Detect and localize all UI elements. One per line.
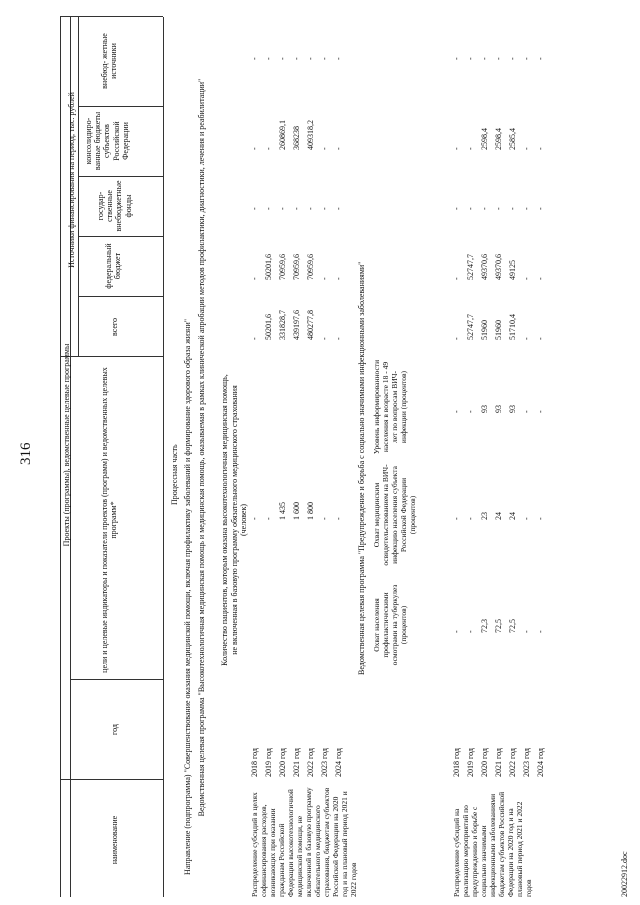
program2-federal: - — [536, 277, 545, 280]
program2-state-funds: - — [494, 207, 503, 210]
program1-year: 2020 год — [278, 748, 287, 777]
program2-extra: - — [480, 57, 489, 60]
program1-state-funds: - — [264, 207, 273, 210]
program2-total: 51710,4 — [508, 314, 517, 340]
header-sources: Источники финансирования на период, тыс. рублей — [67, 92, 76, 268]
program2-indicator-hiv-exam-value: - — [522, 517, 531, 520]
program1-year: 2024 год — [334, 748, 343, 777]
program1-total: - — [250, 337, 259, 340]
program1-consolidated: 368238 — [292, 126, 301, 150]
program2-indicator-hiv-awareness: Уровень информированности населения в возрасте 18 - 49 лет по вопросам ВИЧ-инфекции (процентов) — [372, 359, 408, 455]
program2-indicator-hiv-exam-value: 23 — [480, 512, 489, 520]
program1-state-funds: - — [278, 207, 287, 210]
program1-year: 2018 год — [250, 748, 259, 777]
program1-total: - — [320, 337, 329, 340]
program2-indicator-hiv-awareness-value: - — [522, 410, 531, 413]
program2-indicator-hiv-awareness-value: - — [466, 410, 475, 413]
program1-federal: 50201,6 — [264, 254, 273, 280]
header-federal: федеральный бюджет — [104, 243, 123, 289]
program1-total: 480277,8 — [306, 310, 315, 340]
program2-federal: 49370,6 — [480, 254, 489, 280]
header-total: всего — [110, 318, 119, 337]
program2-indicator-hiv-exam-value: 24 — [494, 512, 503, 520]
col-sep-year — [70, 679, 163, 680]
program2-indicator-hiv-exam: Охват медицинским освидетельствованием на ВИЧ-инфекцию населения субъекта Российской Федерации (процентов) — [372, 464, 417, 566]
program2-year: 2023 год — [522, 748, 531, 777]
program1-extra: - — [278, 57, 287, 60]
program2-total: - — [522, 337, 531, 340]
program2-total: - — [536, 337, 545, 340]
program1-federal: 70959,6 — [292, 254, 301, 280]
program1-extra: - — [250, 57, 259, 60]
header-year: год — [110, 724, 119, 735]
table-right-border — [60, 16, 163, 17]
program2-year: 2019 год — [466, 748, 475, 777]
program2-indicator-tb: Охват населения профилактическими осмотрами на туберкулез (процентов) — [372, 584, 408, 666]
program1-federal: 70959,6 — [278, 254, 287, 280]
direction-title: Направление (подпрограмма) "Совершенствование оказания медицинской помощи, включая профилактику заболеваний и формирование здорового образа жизни" — [183, 319, 192, 875]
program1-year: 2019 год — [264, 748, 273, 777]
program2-state-funds: - — [536, 207, 545, 210]
program2-consolidated: 2598,4 — [494, 128, 503, 150]
program1-year: 2021 год — [292, 748, 301, 777]
program2-extra: - — [522, 57, 531, 60]
program1-total: 439197,6 — [292, 310, 301, 340]
program1-state-funds: - — [306, 207, 315, 210]
program2-consolidated: - — [536, 147, 545, 150]
program1-total: 331828,7 — [278, 310, 287, 340]
program1-indicator: Количество пациентов, которым оказана высокотехнологичная медицинская помощь, не включенная в базовую программу обязательного медицинского страхования (человек) — [220, 374, 249, 666]
program1-extra: - — [264, 57, 273, 60]
program2-federal: - — [522, 277, 531, 280]
program1-indicator-value: - — [264, 517, 273, 520]
program2-indicator-hiv-awareness-value: - — [452, 410, 461, 413]
program2-consolidated: - — [466, 147, 475, 150]
program2-total: 51960 — [494, 320, 503, 340]
program2-extra: - — [466, 57, 475, 60]
program2-indicator-tb-value: 72,5 — [494, 619, 503, 633]
program2-indicator-hiv-exam-value: - — [466, 517, 475, 520]
program2-indicator-tb-value: - — [522, 630, 531, 633]
program1-total: - — [334, 337, 343, 340]
program1-extra: - — [306, 57, 315, 60]
program2-consolidated: 2585,4 — [508, 128, 517, 150]
program1-state-funds: - — [334, 207, 343, 210]
table-top-border — [60, 17, 61, 897]
program2-indicator-hiv-exam-value: - — [452, 517, 461, 520]
program2-federal: 52747,7 — [466, 254, 475, 280]
program2-year: 2020 год — [480, 748, 489, 777]
program2-indicator-tb-value: - — [536, 630, 545, 633]
program2-federal: 49370,6 — [494, 254, 503, 280]
program1-year: 2023 год — [320, 748, 329, 777]
program2-row-name: Распределение субсидий на реализацию мероприятий по предупреждению и борьбе с социально значимыми инфекционными заболеваниями бюджетам субъектов Российской Федерации на 2020 год и на плановый период 2021 и 2022 годов — [452, 791, 533, 897]
program2-indicator-hiv-awareness-value: 93 — [494, 405, 503, 413]
col-sep-total — [78, 296, 163, 297]
col-sep-federal — [78, 236, 163, 237]
program1-total: 50201,6 — [264, 314, 273, 340]
header-state-funds: государ- ственные внебюджетные фонды — [96, 180, 133, 232]
program2-year: 2024 год — [536, 748, 545, 777]
program2-state-funds: - — [466, 207, 475, 210]
program2-federal: - — [452, 277, 461, 280]
program2-indicator-hiv-awareness-value: 93 — [508, 405, 517, 413]
program2-indicator-hiv-exam-value: 24 — [508, 512, 517, 520]
program2-total: 52747,7 — [466, 314, 475, 340]
footer-filename: 20022912.doc — [620, 851, 629, 897]
col-sep-goals — [60, 356, 163, 357]
header-consolidated: консолидиро- ванные бюджеты субъектов Российской Федерации — [84, 111, 130, 171]
program1-consolidated: 260869,1 — [278, 120, 287, 150]
program1-federal: - — [320, 277, 329, 280]
program2-title: Ведомственная целевая программа "Предупреждение и борьба с социально значимыми инфекционными заболеваниями" — [357, 261, 366, 675]
program2-total: - — [452, 337, 461, 340]
program1-indicator-value: 1 600 — [292, 502, 301, 520]
program2-consolidated: - — [522, 147, 531, 150]
page-number: 316 — [18, 442, 34, 465]
col-sep-state-funds — [78, 176, 163, 177]
program2-state-funds: - — [508, 207, 517, 210]
program2-consolidated: 2598,4 — [480, 128, 489, 150]
program1-consolidated: 409318,2 — [306, 120, 315, 150]
section-title: Процессная часть — [170, 444, 179, 505]
program2-indicator-hiv-exam-value: - — [536, 517, 545, 520]
program2-indicator-hiv-awareness-value: - — [536, 410, 545, 413]
program1-state-funds: - — [320, 207, 329, 210]
program1-state-funds: - — [292, 207, 301, 210]
col-sep-name — [60, 779, 163, 780]
program2-state-funds: - — [452, 207, 461, 210]
program2-extra: - — [452, 57, 461, 60]
program2-indicator-tb-value: 72,5 — [508, 619, 517, 633]
program1-state-funds: - — [250, 207, 259, 210]
program1-indicator-value: - — [334, 517, 343, 520]
program2-state-funds: - — [480, 207, 489, 210]
header-name: наименование — [110, 815, 119, 865]
program1-year: 2022 год — [306, 748, 315, 777]
program1-indicator-value: - — [320, 517, 329, 520]
program1-consolidated: - — [264, 147, 273, 150]
program1-indicator-value: - — [250, 517, 259, 520]
program1-federal: - — [334, 277, 343, 280]
program2-total: 51960 — [480, 320, 489, 340]
col-sep-consolidated — [78, 106, 163, 107]
program1-consolidated: - — [250, 147, 259, 150]
program2-indicator-hiv-awareness-value: 93 — [480, 405, 489, 413]
program2-year: 2021 год — [494, 748, 503, 777]
program1-extra: - — [292, 57, 301, 60]
program1-indicator-value: 1 435 — [278, 502, 287, 520]
sources-subheader-border — [78, 17, 79, 357]
table-header-bottom-border — [163, 17, 164, 897]
program1-indicator-value: 1 800 — [306, 502, 315, 520]
program2-extra: - — [536, 57, 545, 60]
program2-year: 2022 год — [508, 748, 517, 777]
program1-consolidated: - — [320, 147, 329, 150]
program2-extra: - — [494, 57, 503, 60]
program2-indicator-tb-value: - — [466, 630, 475, 633]
header-extra: внебюд- жетные источники — [100, 33, 119, 89]
program2-extra: - — [508, 57, 517, 60]
program1-row-name: Распределение субсидий в целях софинансирования расходов, возникающих при оказании гражданам Российской Федерации высокотехнологичной медицинской помощи, не включенной в базовую программу обязательного медицинского страхования, бюджетам субъектов Российской Федерации на 2020 год и на плановый период 2021 и 2022 годов — [250, 787, 358, 897]
header-goals: цели и целевые индикаторы и показатели проектов (программ) и ведомственных целевых программ* — [100, 367, 119, 673]
program2-consolidated: - — [452, 147, 461, 150]
program1-federal: - — [250, 277, 259, 280]
program1-extra: - — [320, 57, 329, 60]
program2-year: 2018 год — [452, 748, 461, 777]
program1-consolidated: - — [334, 147, 343, 150]
header-projects: Проекты (программы), ведомственные целевые программы — [62, 343, 71, 547]
program2-federal: 49125 — [508, 260, 517, 280]
program1-extra: - — [334, 57, 343, 60]
program2-indicator-tb-value: 72,3 — [480, 619, 489, 633]
program2-state-funds: - — [522, 207, 531, 210]
program2-indicator-tb-value: - — [452, 630, 461, 633]
program1-federal: 70959,6 — [306, 254, 315, 280]
program1-title: Ведомственная целевая программа "Высокотехнологичная медицинская помощь и медицинская помощь, оказываемая в рамках клинической апробации методов профилактики, диагностики, лечения и реабилитации" — [197, 78, 206, 817]
